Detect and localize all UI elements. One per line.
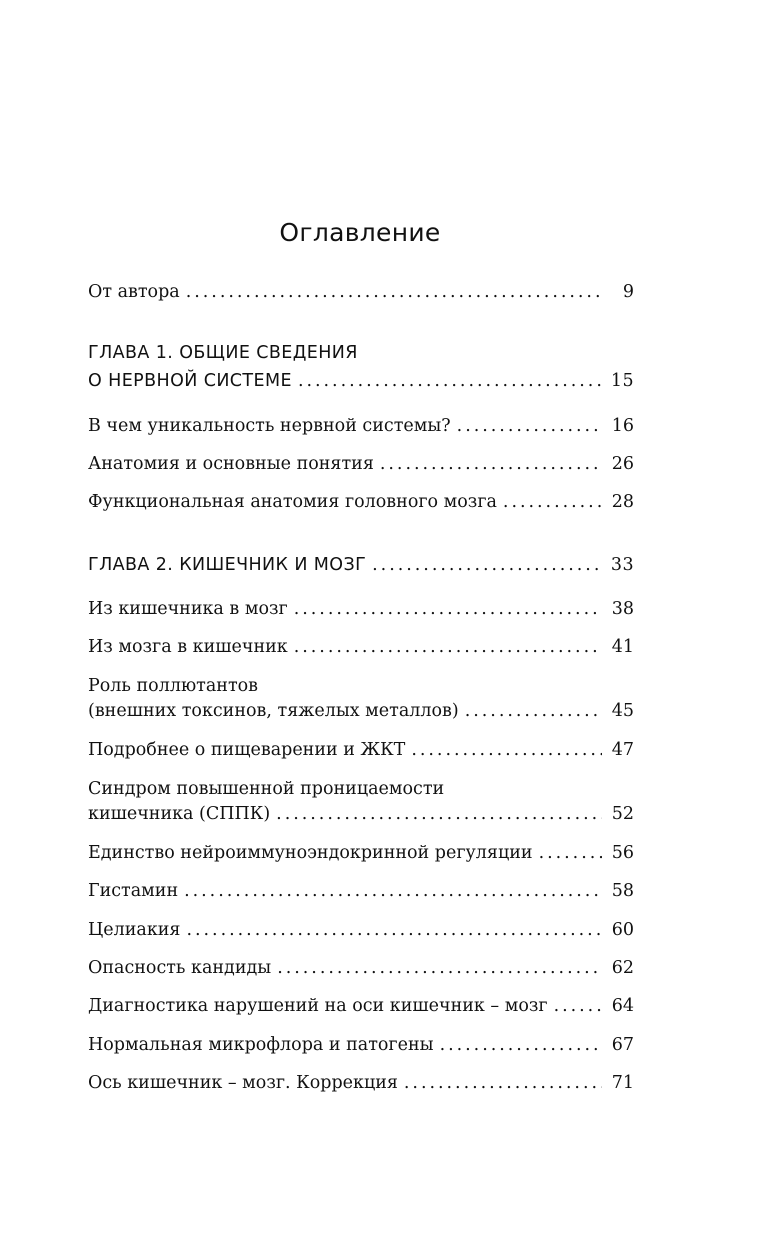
toc-page-number: 60 — [611, 920, 634, 940]
toc-entry[interactable] — [88, 956, 634, 981]
toc-entry[interactable] — [88, 918, 634, 943]
toc-entry-title: Анатомия и основные понятия — [88, 454, 374, 474]
toc-entry-title-line: ГЛАВА 1. ОБЩИЕ СВЕДЕНИЯ — [88, 343, 358, 363]
toc-entry[interactable] — [88, 1071, 634, 1096]
toc-entry-title: В чем уникальность нервной системы? — [88, 416, 451, 436]
toc-entry-title: Функциональная анатомия головного мозга — [88, 492, 497, 512]
dot-leader — [186, 280, 602, 305]
toc-page-number: 67 — [611, 1035, 634, 1055]
toc-page-number: 38 — [611, 599, 634, 619]
toc-page-number: 56 — [611, 843, 634, 863]
toc-entry-title-line: (внешних токсинов, тяжелых металлов) — [88, 701, 459, 721]
toc-entry-title: От автора — [88, 282, 180, 302]
toc-page-number: 47 — [611, 740, 634, 760]
dot-leader — [184, 879, 602, 904]
toc-page-number: 64 — [611, 996, 634, 1016]
toc-page-number: 45 — [611, 701, 634, 721]
toc-chapter-entry[interactable] — [88, 341, 634, 394]
toc-entry[interactable] — [88, 280, 634, 305]
toc-entry-title: Целиакия — [88, 920, 181, 940]
toc-entry[interactable] — [88, 994, 634, 1019]
toc-page-number: 41 — [611, 637, 634, 657]
dot-leader — [503, 490, 602, 515]
dot-leader — [277, 956, 602, 981]
toc-entry[interactable] — [88, 841, 634, 866]
toc-entry[interactable] — [88, 674, 634, 724]
toc-entry[interactable] — [88, 1033, 634, 1058]
toc-entry-title: ГЛАВА 2. КИШЕЧНИК И МОЗГ — [88, 555, 367, 575]
toc-entry[interactable] — [88, 777, 634, 827]
dot-leader — [457, 414, 602, 439]
toc-page-number: 15 — [610, 371, 634, 391]
toc-page-number: 52 — [611, 804, 634, 824]
dot-leader — [276, 802, 602, 827]
toc-entry[interactable] — [88, 738, 634, 763]
toc-entry[interactable] — [88, 635, 634, 660]
toc-page-number: 16 — [611, 416, 634, 436]
toc-page-number: 26 — [611, 454, 634, 474]
toc-entry-title-line: кишечника (СППК) — [88, 804, 271, 824]
toc-entry-title-line: О НЕРВНОЙ СИСТЕМЕ — [88, 371, 292, 391]
toc-entry-title: Подробнее о пищеварении и ЖКТ — [88, 740, 406, 760]
toc-entry-title: Единство нейроиммуноэндокринной регуляции — [88, 843, 533, 863]
toc-entry-title: Из мозга в кишечник — [88, 637, 288, 657]
dot-leader — [539, 841, 602, 866]
toc-entry[interactable] — [88, 414, 634, 439]
toc-page-number: 33 — [610, 555, 634, 575]
dot-leader — [294, 635, 602, 660]
toc-entry-title: Диагностика нарушений на оси кишечник – мозг — [88, 996, 548, 1016]
toc-entry-title-line: Роль поллютантов — [88, 676, 259, 696]
dot-leader — [465, 699, 602, 724]
dot-leader — [411, 738, 602, 763]
dot-leader — [404, 1071, 602, 1096]
toc-entry-title: Нормальная микрофлора и патогены — [88, 1035, 434, 1055]
toc-page-number: 62 — [611, 958, 634, 978]
dot-leader — [440, 1033, 602, 1058]
dot-leader — [186, 918, 602, 943]
dot-leader — [372, 553, 602, 578]
toc-chapter-entry[interactable] — [88, 553, 634, 578]
dot-leader — [380, 452, 602, 477]
toc-entry-title: Из кишечника в мозг — [88, 599, 288, 619]
toc-entry-title: Гистамин — [88, 881, 179, 901]
dot-leader — [294, 597, 602, 622]
toc-page-number: 58 — [611, 881, 634, 901]
toc-entry[interactable] — [88, 490, 634, 515]
page-title: Оглавление — [279, 218, 441, 247]
toc-entry-title: Ось кишечник – мозг. Коррекция — [88, 1073, 398, 1093]
dot-leader — [554, 994, 602, 1019]
toc-page-number: 71 — [611, 1073, 634, 1093]
dot-leader — [298, 369, 602, 394]
toc-entry-title: Опасность кандиды — [88, 958, 272, 978]
toc-page-number: 9 — [622, 282, 634, 302]
toc-entry[interactable] — [88, 452, 634, 477]
toc-entry[interactable] — [88, 597, 634, 622]
toc-entry[interactable] — [88, 879, 634, 904]
toc-entry-title-line: Синдром повышенной проницаемости — [88, 779, 445, 799]
toc-page-number: 28 — [611, 492, 634, 512]
